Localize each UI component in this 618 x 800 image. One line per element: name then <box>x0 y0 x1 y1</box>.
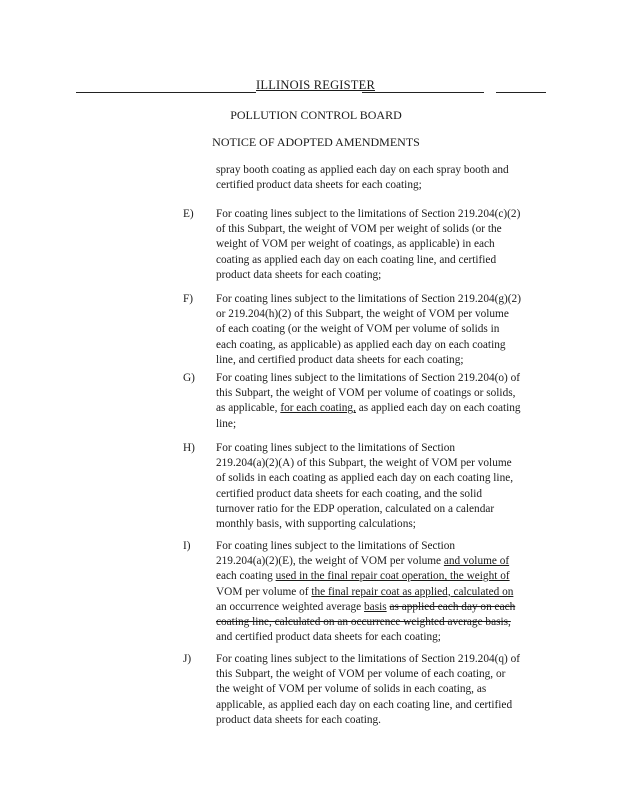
item-j-text: For coating lines subject to the limitations of Section 219.204(q) of this Subpart, the weight of VOM per volume of each coating, or the weight of VOM per volume of solids in each coating, as applicable, as applied each day on each coating line, and certified product data sheets for each coating. <box>216 653 521 726</box>
item-g-text: For coating lines subject to the limitations of Section 219.204(o) of this Subpart, the weight of VOM per volume of coatings or solids, as applicable, for each coating, as applied each day on each coating line; <box>216 372 521 430</box>
item-label-j: J) <box>183 653 192 665</box>
header-page-number-blank <box>496 92 546 93</box>
item-label-i: I) <box>183 540 191 552</box>
item-h-text: For coating lines subject to the limitations of Section 219.204(a)(2)(A) of this Subpart, the weight of VOM per volume of solids in each coating as applied each day on each coating line, certified product data sheets for each coating, and the solid turnover ratio for the EDP operation, calculated on a calendar monthly basis, with supporting calculations; <box>216 442 514 531</box>
item-label-h: H) <box>183 442 195 454</box>
inserted-text: used in the final repair coat operation, the weight of <box>275 570 510 583</box>
item-i-text: For coating lines subject to the limitations of Section 219.204(a)(2)(E), the weight of VOM per volume and volume of each coating used in the final repair coat operation, the weight of VOM per volume of the final repair coat as applied, calculated on an occurrence weighted average basis as applied each day on each coating line, calculated on an occurrence weighted average basis, and certified product data sheets for each coating; <box>216 540 516 644</box>
header-rule-left <box>76 92 256 93</box>
deleted-text: as applied each day on each <box>389 600 516 613</box>
inserted-text: for each coating, <box>280 402 356 415</box>
inserted-text: basis <box>364 600 387 613</box>
item-f-text: For coating lines subject to the limitations of Section 219.204(g)(2) or 219.204(h)(2) of this Subpart, the weight of VOM per volume of each coating (or the weight of VOM per volume of solids in each coating, as applicable) as applied each day on each coating line, and certified product data sheets for each coating; <box>216 293 521 366</box>
inserted-text: and volume of <box>443 555 510 568</box>
item-e-text: For coating lines subject to the limitations of Section 219.204(c)(2) of this Subpart, the weight of VOM per weight of solids (or the weight of VOM per weight of coatings, as applicable) in each coating as applied each day on each coating line, and certified product data sheets for each coating; <box>216 208 521 281</box>
board-name: POLLUTION CONTROL BOARD <box>230 108 402 122</box>
register-title: ILLINOIS REGISTER <box>256 78 376 92</box>
notice-title: NOTICE OF ADOPTED AMENDMENTS <box>212 135 420 149</box>
deleted-text: coating line, calculated on an occurrence weighted average basis, <box>216 616 511 629</box>
item-label-f: F) <box>183 293 194 305</box>
item-label-g: G) <box>183 372 195 384</box>
inserted-text: the final repair coat as applied, calculated on <box>311 585 514 598</box>
header-rule-right <box>362 92 484 93</box>
item-label-e: E) <box>183 208 194 220</box>
intro-paragraph: spray booth coating as applied each day on each spray booth and certified product data sheets for each coating; <box>216 164 509 192</box>
